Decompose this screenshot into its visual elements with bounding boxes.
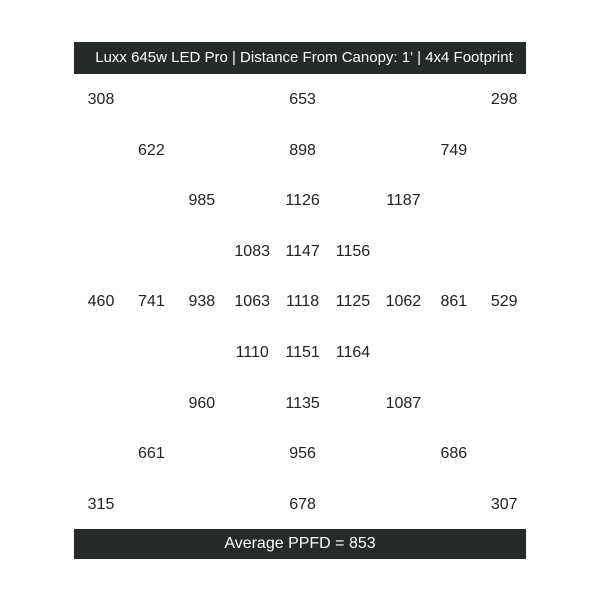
ppfd-value-r2-c4: 1126 — [285, 192, 320, 210]
ppfd-value-r4-c0: 460 — [87, 293, 115, 311]
ppfd-value-r1-c7: 749 — [440, 141, 468, 159]
ppfd-value-r4-c6: 1062 — [385, 293, 422, 311]
ppfd-value-r5-c4: 1151 — [285, 344, 320, 361]
ppfd-value-r5-c5: 1164 — [335, 344, 371, 361]
ppfd-value-r3-c3: 1083 — [234, 242, 270, 260]
ppfd-value-r6-c2: 960 — [188, 394, 216, 412]
ppfd-value-r0-c8: 298 — [490, 91, 518, 108]
ppfd-value-r8-c8: 307 — [490, 495, 518, 513]
ppfd-value-r7-c7: 686 — [440, 445, 468, 463]
ppfd-value-r1-c4: 898 — [289, 141, 316, 159]
ppfd-value-r4-c8: 529 — [490, 293, 518, 311]
average-ppfd-footer: Average PPFD = 853 — [74, 529, 526, 559]
ppfd-value-r5-c3: 1110 — [235, 344, 269, 361]
ppfd-value-r1-c1: 622 — [138, 141, 165, 159]
ppfd-value-r8-c0: 315 — [87, 495, 115, 513]
ppfd-value-r3-c4: 1147 — [285, 242, 320, 260]
ppfd-value-r7-c1: 661 — [138, 445, 165, 463]
ppfd-value-r4-c3: 1063 — [234, 293, 270, 311]
ppfd-value-r4-c2: 938 — [188, 293, 216, 311]
ppfd-value-r4-c7: 861 — [440, 293, 468, 311]
ppfd-value-r4-c1: 741 — [138, 293, 165, 311]
ppfd-chart — [74, 42, 526, 558]
ppfd-value-r0-c0: 308 — [87, 91, 115, 108]
ppfd-value-r8-c4: 678 — [289, 495, 316, 513]
ppfd-value-r6-c6: 1087 — [385, 394, 422, 412]
ppfd-value-r0-c4: 653 — [289, 91, 316, 108]
ppfd-value-r7-c4: 956 — [289, 445, 316, 463]
ppfd-value-r4-c4: 1118 — [285, 293, 320, 311]
ppfd-value-r2-c6: 1187 — [386, 192, 421, 210]
ppfd-value-r4-c5: 1125 — [335, 293, 371, 311]
ppfd-value-r6-c4: 1135 — [285, 394, 320, 412]
chart-title: Luxx 645w LED Pro | Distance From Canopy: 1' | 4x4 Footprint — [74, 42, 526, 74]
ppfd-grid — [74, 74, 526, 529]
ppfd-value-r3-c5: 1156 — [335, 242, 371, 260]
ppfd-value-r2-c2: 985 — [188, 192, 216, 210]
